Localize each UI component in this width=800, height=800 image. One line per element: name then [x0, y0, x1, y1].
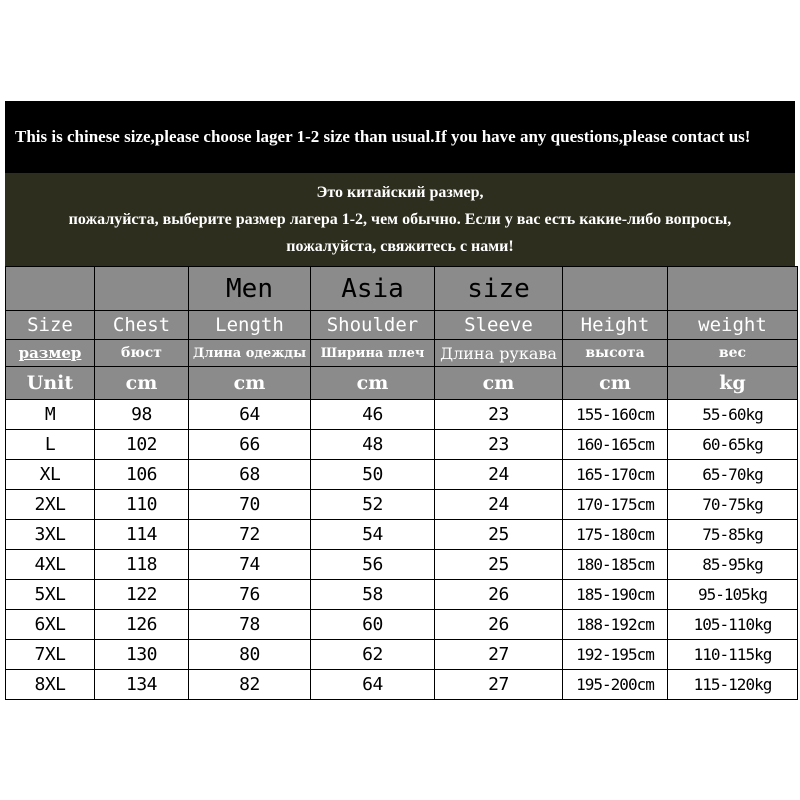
table-cell: 58 [311, 580, 435, 610]
table-cell: 55-60kg [668, 400, 798, 430]
table-cell: 52 [311, 490, 435, 520]
table-cell: 24 [435, 460, 563, 490]
title-asia: Asia [311, 267, 435, 311]
table-row [6, 580, 798, 610]
size-chart-table [5, 266, 798, 700]
table-cell: 64 [189, 400, 311, 430]
table-cell: 134 [95, 670, 189, 700]
table-cell: 118 [95, 550, 189, 580]
table-cell [668, 267, 798, 311]
table-cell: 5XL [6, 580, 95, 610]
table-cell: 130 [95, 640, 189, 670]
unit-cell: cm [95, 367, 189, 400]
table-cell: 80 [189, 640, 311, 670]
table-cell: 115-120kg [668, 670, 798, 700]
column-header: Chest [95, 311, 189, 340]
table-cell: 102 [95, 430, 189, 460]
table-cell: 64 [311, 670, 435, 700]
table-cell: 68 [189, 460, 311, 490]
table-cell: 27 [435, 670, 563, 700]
table-row [6, 460, 798, 490]
table-cell: XL [6, 460, 95, 490]
table-cell: 75-85kg [668, 520, 798, 550]
table-cell [95, 267, 189, 311]
column-header: weight [668, 311, 798, 340]
size-rows [6, 400, 798, 700]
column-header: Sleeve [435, 311, 563, 340]
table-cell: 110 [95, 490, 189, 520]
russian-notice-banner [5, 173, 795, 266]
column-header-ru: бюст [95, 340, 189, 367]
table-cell: 25 [435, 550, 563, 580]
table-title-row [6, 267, 798, 311]
table-cell: 170-175cm [563, 490, 668, 520]
title-size: size [435, 267, 563, 311]
column-header: Height [563, 311, 668, 340]
table-cell: 195-200cm [563, 670, 668, 700]
russian-notice-line: пожалуйста, свяжитесь с нами! [286, 238, 514, 255]
russian-notice-line: Это китайский размер, [316, 184, 484, 201]
table-cell: 48 [311, 430, 435, 460]
table-cell: 82 [189, 670, 311, 700]
table-cell: 126 [95, 610, 189, 640]
table-cell: 98 [95, 400, 189, 430]
table-cell: 23 [435, 430, 563, 460]
table-cell: 62 [311, 640, 435, 670]
column-header-row [6, 311, 798, 340]
unit-cell: kg [668, 367, 798, 400]
table-row [6, 400, 798, 430]
column-header-ru: высота [563, 340, 668, 367]
table-cell: 72 [189, 520, 311, 550]
table-cell: 160-165cm [563, 430, 668, 460]
table-row [6, 640, 798, 670]
table-cell: 122 [95, 580, 189, 610]
table-row [6, 430, 798, 460]
table-cell: 78 [189, 610, 311, 640]
table-cell: 85-95kg [668, 550, 798, 580]
table-cell: 8XL [6, 670, 95, 700]
russian-notice-line: пожалуйста, выберите размер лагера 1-2, чем обычно. Если у вас есть какие-либо вопросы, [68, 211, 732, 228]
table-cell: 74 [189, 550, 311, 580]
table-cell: 27 [435, 640, 563, 670]
table-cell: 2XL [6, 490, 95, 520]
table-cell: L [6, 430, 95, 460]
english-notice-text: This is chinese size,please choose lager 1-2 size than usual.If you have any questions,please contact us! [15, 127, 751, 146]
column-header-ru: Длина одежды [189, 340, 311, 367]
table-cell [563, 267, 668, 311]
column-header-ru: вес [668, 340, 798, 367]
table-cell: 106 [95, 460, 189, 490]
table-cell: 25 [435, 520, 563, 550]
table-cell: 192-195cm [563, 640, 668, 670]
table-cell: 56 [311, 550, 435, 580]
unit-cell: cm [311, 367, 435, 400]
table-row [6, 520, 798, 550]
table-cell: 70-75kg [668, 490, 798, 520]
table-cell: 95-105kg [668, 580, 798, 610]
table-cell: 105-110kg [668, 610, 798, 640]
russian-header-row [6, 340, 798, 367]
table-cell: 7XL [6, 640, 95, 670]
column-header-ru: Длина рукава [435, 340, 563, 367]
table-cell: 26 [435, 580, 563, 610]
column-header-ru: размер [6, 340, 95, 367]
unit-cell: cm [189, 367, 311, 400]
table-cell: 6XL [6, 610, 95, 640]
english-notice-banner [5, 101, 795, 173]
table-cell: 50 [311, 460, 435, 490]
unit-cell: cm [563, 367, 668, 400]
table-cell: 76 [189, 580, 311, 610]
table-cell: 46 [311, 400, 435, 430]
table-cell: 70 [189, 490, 311, 520]
table-row [6, 550, 798, 580]
unit-cell: Unit [6, 367, 95, 400]
column-header: Size [6, 311, 95, 340]
table-row [6, 490, 798, 520]
table-cell: M [6, 400, 95, 430]
table-cell: 65-70kg [668, 460, 798, 490]
table-cell: 60 [311, 610, 435, 640]
unit-row [6, 367, 798, 400]
table-cell: 175-180cm [563, 520, 668, 550]
table-cell: 24 [435, 490, 563, 520]
column-header: Shoulder [311, 311, 435, 340]
table-cell: 4XL [6, 550, 95, 580]
table-cell: 3XL [6, 520, 95, 550]
title-men: Men [189, 267, 311, 311]
column-header: Length [189, 311, 311, 340]
table-cell: 60-65kg [668, 430, 798, 460]
table-cell: 26 [435, 610, 563, 640]
table-cell: 180-185cm [563, 550, 668, 580]
table-cell: 54 [311, 520, 435, 550]
table-cell: 23 [435, 400, 563, 430]
table-cell: 155-160cm [563, 400, 668, 430]
table-cell: 188-192cm [563, 610, 668, 640]
table-row [6, 670, 798, 700]
table-cell: 185-190cm [563, 580, 668, 610]
table-cell: 165-170cm [563, 460, 668, 490]
unit-cell: cm [435, 367, 563, 400]
table-cell [6, 267, 95, 311]
table-row [6, 610, 798, 640]
table-cell: 110-115kg [668, 640, 798, 670]
column-header-ru: Ширина плеч [311, 340, 435, 367]
table-cell: 114 [95, 520, 189, 550]
table-cell: 66 [189, 430, 311, 460]
